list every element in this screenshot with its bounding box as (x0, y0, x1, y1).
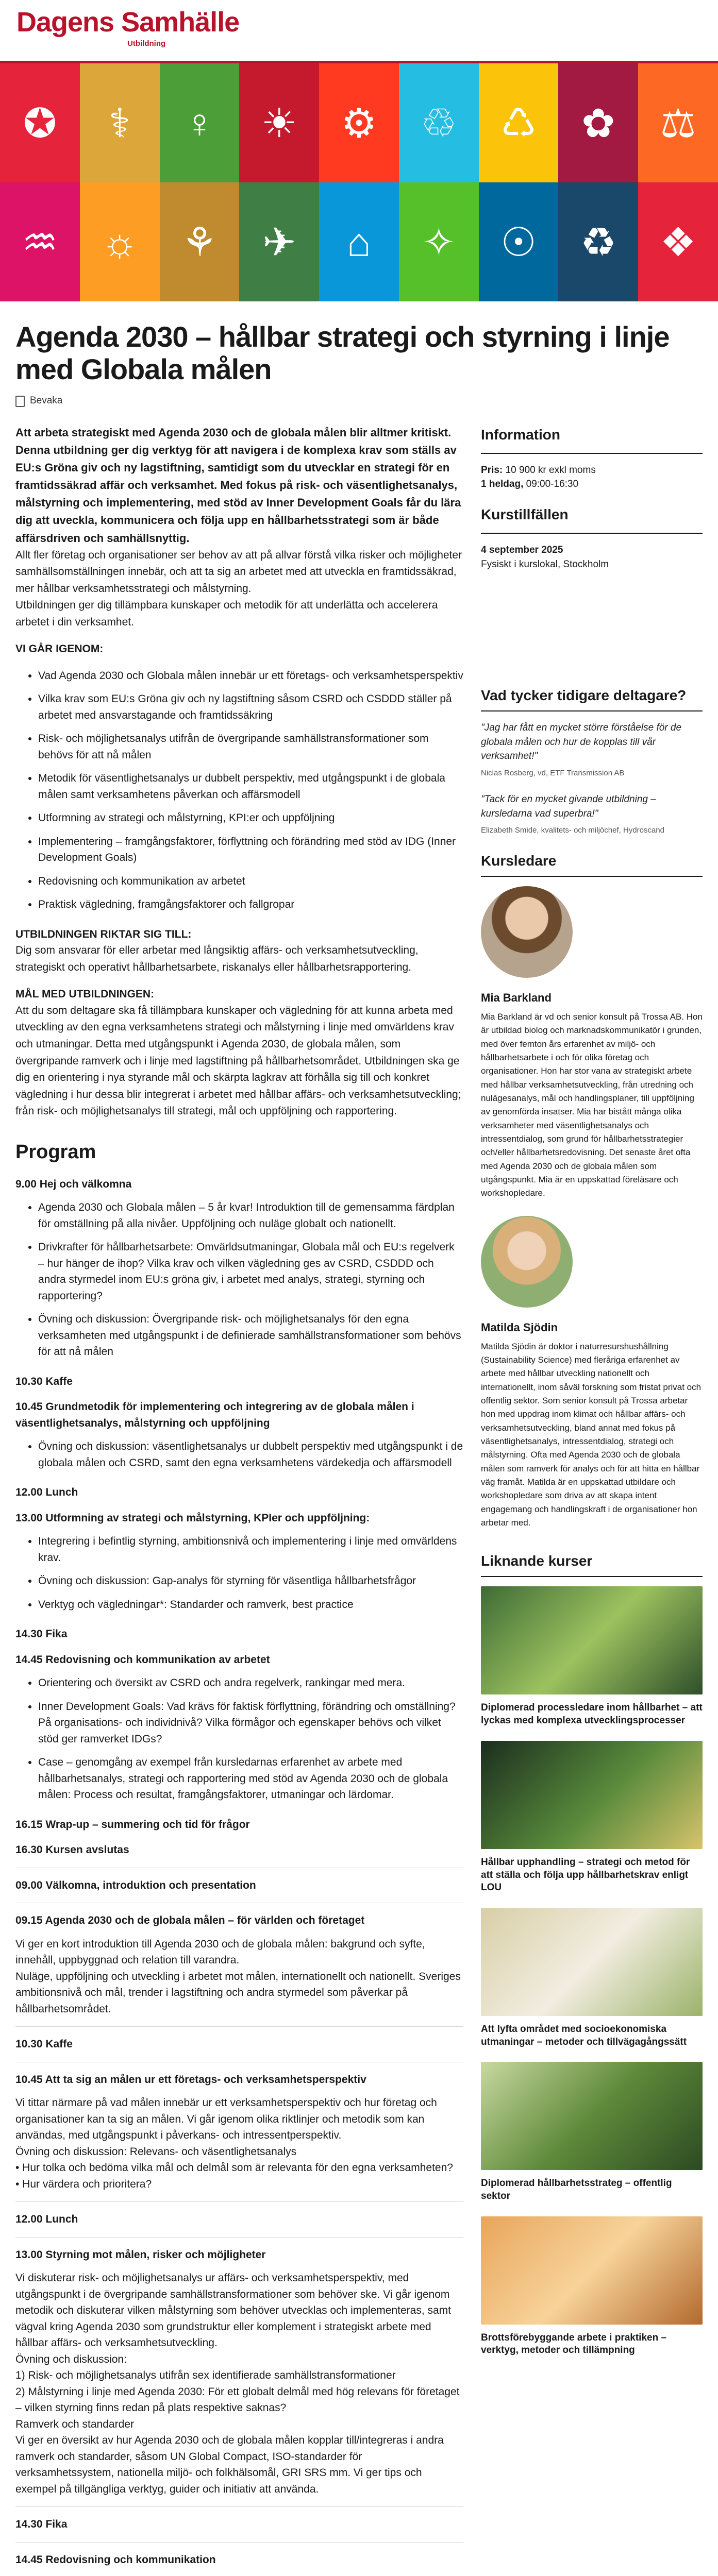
price-label: Pris: (481, 464, 503, 476)
course-title[interactable]: Hållbar upphandling – strategi och metod för att ställa och följa upp hållbarhetskrav enligt LOU (481, 1856, 690, 1893)
list-item: • Redovisning och kommunikation av arbetet (38, 873, 463, 890)
reviews-list (481, 721, 703, 837)
course-image[interactable] (481, 1741, 703, 1849)
course-image[interactable] (481, 1908, 703, 2016)
sdg-tile-icon: ✈ (239, 182, 319, 301)
duration-line (481, 477, 703, 492)
list-item: • Vad Agenda 2030 och Globala målen innebär ur ett företags- och verksamhetsperspektiv (38, 668, 463, 684)
list-item: • Verktyg och vägledningar*: Standarder och ramverk, best practice (38, 1597, 463, 1613)
program-time: 10.30 Kaffe (15, 1375, 73, 1387)
program-time: 9.00 Hej och välkomna (15, 1178, 132, 1190)
info-heading: Information (481, 426, 560, 443)
course-card[interactable] (481, 1586, 703, 1727)
sidebar (481, 424, 703, 2576)
program-time: 13.00 Styrning mot målen, risker och möjligheter (15, 2248, 266, 2261)
speaker-photo (481, 1216, 573, 1308)
duration-value: 09:00-16:30 (526, 479, 579, 490)
divider (15, 2542, 463, 2543)
list-item: • Praktisk vägledning, framgångsfaktorer och fallgropar (38, 896, 463, 913)
list-item: • Implementering – framgångsfaktorer, förflyttning och förändring med stöd av IDG (Inner Development Goals) (38, 834, 463, 866)
course-format: Fysiskt i kurslokal, Stockholm (481, 558, 609, 570)
program-time: 16.30 Kursen avslutas (15, 1844, 129, 1856)
course-image[interactable] (481, 1586, 703, 1694)
lead-text: Att arbeta strategiskt med Agenda 2030 och de globala målen blir alltmer kritiskt. Denna utbildning ger dig verktyg för att navigera i de komplexa krav som ställs av EU:s Gröna giv och ny lagstiftning, samtidigt som du utvecklar en strategi för en framtidssäkrad affär och verksamhet. Med fokus på risk- och väsentlighetsanalys, målstyrning och implementering, med stöd av Inner Development Goals får du lära dig att uveckla, kommunicera och följa upp en hållbarhetsstrategi som är både affärsdriven och samhällsnyttig. (15, 426, 461, 545)
list-item: • Case – genomgång av exempel från kursledarnas erfarenhet av arbete med hållbarhetsanalys, strategi och rapportering med stöd av Agenda 2030 och de globala målen: Process och resultat, framgångsfaktorer, utmaningar och lärdomar. (38, 1754, 463, 1803)
course-card[interactable] (481, 2062, 703, 2202)
review-quote: "Jag har fått en mycket större förståelse för de globala målen och hur de kopplas till vår verksamhet!" (481, 722, 682, 762)
divider (15, 2026, 463, 2027)
sdg-tile-icon: ✧ (399, 182, 479, 301)
intro-paragraph-2: Utbildningen ger dig tillämpbara kunskaper och metodik för att underlätta och accelerera arbetet i din verksamhet. (15, 599, 438, 628)
target-text: Dig som ansvarar för eller arbetar med långsiktig affärs- och verksamhetsutveckling, strategiskt och operativt hållbarhetsarbete, riskanalys eller hållbarhetsrapportering. (15, 944, 419, 973)
goal-heading: MÅL MED UTBILDNINGEN: (15, 988, 155, 1001)
list-item: • Metodik för väsentlighetsanalys ur dubbelt perspektiv, med utgångspunkt i de globala målen samt verksamhetens påverkan och affärsmodell (38, 770, 463, 803)
course-title[interactable]: Brottsförebyggande arbete i praktiken – verktyg, metoder och tillämpning (481, 2332, 667, 2356)
list-item: • Risk- och möjlighetsanalys utifrån de övergripande samhällstransformationer som behövs för att nå målen (38, 731, 463, 763)
sdg-tile-icon: ☼ (80, 182, 160, 301)
intro-paragraph-1: Allt fler företag och organisationer ser behov av att på allvar förstå vilka risker och möjligheter samhällsomställningen innebär, och att ta sig an arbetet med att utveckla en framtidssäkrad, mer hållbar verksamhetsstrategi och målstyrning. (15, 549, 462, 595)
learn-list (38, 668, 463, 913)
rule (481, 533, 703, 534)
course-date[interactable]: 4 september 2025 (481, 545, 563, 556)
program-time: 12.00 Lunch (15, 2213, 78, 2226)
program-day-2 (15, 1877, 463, 2576)
review-author: Elizabeth Smide, kvalitets- och miljöchef, Hydroscand (481, 826, 664, 835)
list-item: • Inner Development Goals: Vad krävs för faktisk förflyttning, förändring och omställning? På organisations- och individnivå? Vilka förmågor och egenskaper behövs och vilket stöd ger ramverket IDGs? (38, 1699, 463, 1748)
price-value: 10 900 kr exkl moms (505, 464, 596, 476)
list-item: • Drivkrafter för hållbarhetsarbete: Omvärldsutmaningar, Globala mål och EU:s regelverk – hur hänger de ihop? Vilka krav och vilken vägledning ges av CSRD, CSDDD och andra styrmedel inom EU:s gröna giv, i arbetet med analys, strategi, styrning och rapportering? (38, 1239, 463, 1304)
sdg-tile-icon: ⚖ (638, 63, 718, 182)
sdg-tile-icon: ☀ (239, 63, 319, 182)
course-image[interactable] (481, 2062, 703, 2170)
program-bullets (38, 1438, 463, 1471)
program-bullets (38, 1533, 463, 1613)
reviews-heading: Vad tycker tidigare deltagare? (481, 687, 687, 704)
program-text: Vi ger en kort introduktion till Agenda 2030 och de globala målen: bakgrund och syfte, innehåll, uppbyggnad och relation till varandra. Nuläge, uppföljning och utveckling i arbetet mot målen, internationellt och nationellt. Sveriges ambitionsnivå och mål, trender i lagstiftning och andra styrmedel som påverkar på hållbarhetsområdet. (15, 1938, 461, 2015)
courses-heading: Liknande kurser (481, 1553, 593, 1569)
divider (15, 2237, 463, 2238)
rule (481, 1576, 703, 1577)
program-heading: Program (15, 1141, 96, 1163)
list-item: • Vilka krav som EU:s Gröna giv och ny lagstiftning såsom CSRD och CSDDD ställer på arbetet med ansvarstagande och framtidssäkring (38, 691, 463, 723)
sdg-tile-icon: ♻ (558, 182, 638, 301)
speaker-bio: Matilda Sjödin är doktor i naturresurshushållning (Sustainability Science) med fleråriga erfarenhet av arbete med hållbar utveckling nationellt och internationellt, inom såväl forskning som fristat privat och offentlig sektor. Som senior konsult på Trossa arbetar hon med uppdrag inom klimat och hållbar affärs- och verksamhetsutveckling, bland annat med fokus på väsentlighetsanalys, intressentdialog, strategi och målstyrning. Ofta med Agenda 2030 och de globala målen som ramverk för analys och för att hitta en hållbar väg framåt. Matilda är en uppskattad utbildare och workshopledare som driva av att skapa intent engagemang och handlingskraft i de organisationer hon arbetar med. (481, 1341, 702, 1528)
info-box (481, 424, 703, 571)
program-bullets (38, 1675, 463, 1803)
learn-heading: VI GÅR IGENOM: (15, 643, 104, 655)
courses-list (481, 1586, 703, 2357)
duration-label: 1 heldag, (481, 479, 524, 490)
list-item: • Orientering och översikt av CSRD och andra regelverk, rankingar med mera. (38, 1675, 463, 1691)
sdg-tile-icon: ✪ (0, 63, 80, 182)
program-time: 09.15 Agenda 2030 och de globala målen – för världen och företaget (15, 1914, 365, 1927)
course-image[interactable] (481, 2216, 703, 2325)
sdg-tile-icon: ❖ (638, 182, 718, 301)
program-time: 14.45 Redovisning och kommunikation (15, 2553, 216, 2566)
price-line (481, 463, 703, 478)
program-text: Vi tittar närmare på vad målen innebär ur ett verksamhetsperspektiv och hur företag och organisationer kan ta sig an målen. Vi går igenom olika riktlinjer och metodik som kan användas, med utgångspunkt i påverkans- och intressentperspektiv. Övning och diskussion: Relevans- och väsentlighetsanalys • Hur tolka och bedöma vilka mål och delmål som är relevanta för den egna verksamheten? • Hur värdera och prioritera? (15, 2097, 453, 2190)
sdg-tile-icon: ♒ (0, 182, 80, 301)
course-card[interactable] (481, 1741, 703, 1894)
page-title: Agenda 2030 – hållbar strategi och styrning i linje med Globala målen (15, 320, 670, 385)
program-time: 13.00 Utformning av strategi och målstyrning, KPIer och uppföljning: (15, 1512, 370, 1524)
speaker-name: Matilda Sjödin (481, 1320, 558, 1334)
sdg-tile-icon: ♲ (399, 63, 479, 182)
list-item: • Utformning av strategi och målstyrning, KPI:er och uppföljning (38, 810, 463, 826)
speaker-name: Mia Barkland (481, 991, 552, 1004)
main-content (15, 424, 463, 2576)
program-time: 10.45 Att ta sig an målen ur ett företags- och verksamhetsperspektiv (15, 2073, 366, 2086)
hero-sdg-grid (0, 63, 718, 301)
course-title[interactable]: Diplomerad hållbarhetsstrateg – offentlig sektor (481, 2178, 672, 2201)
review-author: Niclas Rosberg, vd, ETF Transmission AB (481, 768, 625, 777)
program-time: 14.30 Fika (15, 2518, 68, 2531)
program-time: 16.15 Wrap-up – summering och tid för frågor (15, 1818, 250, 1831)
bookmark-label: Bevaka (30, 395, 63, 406)
site-logo-sub: Utbildning (127, 39, 166, 48)
divider (15, 2201, 463, 2202)
sdg-tile-icon: ♀ (160, 63, 240, 182)
list-item: • Integrering i befintlig styrning, ambitionsnivå och implementering i linje med omvärldens krav. (38, 1533, 463, 1566)
program-time: 10.45 Grundmetodik för implementering och integrering av de globala målen i väsentlighetsanalys, målstyrning och uppföljning (15, 1401, 414, 1429)
sdg-tile-icon: ⚘ (160, 182, 240, 301)
rule (481, 453, 703, 454)
goal-text: Att du som deltagare ska få tillämpbara kunskaper och vägledning för att kunna arbeta med utveckling av den egna verksamhetens strategi och målstyrning i linje med omvärldens krav och utmaningar. Detta med utgångspunkt i Agenda 2030, de globala målen, som övergripande ramverk och i linje med lagstiftning på hållbarhetsområdet. Utbildningen ska ge dig en orientering i nya styrande mål och skärpta lagkrav att förhålla sig till och konkret vägledning i hur dessa blir integrerat i arbetet med hållbar affärs- och verksamhetsutveckling; från risk- och möjlighetsanalys till strategi, mål och uppföljning och rapportering. (15, 1004, 461, 1117)
speaker-bio: Mia Barkland är vd och senior konsult på Trossa AB. Hon är utbildad biolog och marknadskommunikatör i grunden, med över femton års erfarenhet av miljö- och hållbarhetsarbete i och för olika företag och organisationer. Hon har stor vana av strategiskt arbete med hållbar verksamhetsutveckling, från utredning och nulägesanalys, mål och handlingsplaner, till uppföljning av genomförda insatser. Mia har bistått många olika verksamheter med väsentlighetsanalys och intressentdialog, som grund för hållbarhetsstrategier och/eller hållbarhetsredovisning. Det senaste året ofta med Agenda 2030 och de globala målen som utgångspunkt. Mia är en uppskattad föreläsare och workshopledare. (481, 1011, 703, 1198)
site-logo[interactable]: Dagens Samhälle (16, 7, 240, 38)
program-bullets (38, 1199, 463, 1360)
speakers-heading: Kursledare (481, 852, 557, 869)
list-item: • Agenda 2030 och Globala målen – 5 år kvar! Introduktion till de gemensamma färdplan för omställning på alla nivåer. Uppföljning och nuläge globalt och nationellt. (38, 1199, 463, 1232)
sdg-tile-icon: ☉ (479, 182, 559, 301)
bookmark-icon (15, 396, 25, 407)
sdg-tile-icon: ✿ (558, 63, 638, 182)
program-time: 12.00 Lunch (15, 1486, 78, 1499)
course-title[interactable]: Diplomerad processledare inom hållbarhet – att lyckas med komplexa utvecklingsprocesser (481, 1702, 703, 1726)
rule (481, 710, 703, 711)
program-text: Vi diskuterar risk- och möjlighetsanalys ur affärs- och verksamhetsperspektiv, med utgångspunkt i de övergripande samhällstransformationer som behöver ske. Vi går igenom metodik och diskuterar vilken målstyrning som behöver utvecklas och implementeras, samt vägval kring Agenda 2030 som grundstruktur eller komplement i strategiskt arbete med hållbar affärs- och verksamhetsutveckling. Övning och diskussion: 1) Risk- och möjlighetsanalys utifrån sex identifierade samhällstransformationer 2) Målstyrning i linje med Agenda 2030: För ett globalt delmål med hög relevans för företaget – vilken styrning finns redan på plats respektive saknas? Ramverk och standarder Vi ger en översikt av hur Agenda 2030 och de globala målen kopplar till/integreras i andra ramverk och standarder, såsom UN Global Compact, ISO-standarder för verksamhetssystem, nationella miljö- och folkhälsomål, GRI SRS mm. Vi ger tips och exempel på tillgängliga verktyg, guider och initiativ att använda. (15, 2272, 460, 2495)
program-day-1 (15, 1176, 463, 1858)
program-time: 10.30 Kaffe (15, 2038, 73, 2050)
sdg-tile-icon: ⌂ (319, 182, 399, 301)
program-time: 09.00 Välkomna, introduktion och presentation (15, 1879, 256, 1891)
site-header (0, 0, 718, 63)
sdg-tile-icon: ♺ (479, 63, 559, 182)
program-time: 14.45 Redovisning och kommunikation av arbetet (15, 1653, 270, 1666)
course-card[interactable] (481, 1908, 703, 2048)
list-item: • Övning och diskussion: Övergripande risk- och möjlighetsanalys för den egna verksamheten med utgångspunkt i de definierade samhällstransformationer som behövs för att nå målen (38, 1311, 463, 1360)
course-card[interactable] (481, 2216, 703, 2357)
list-item: • Övning och diskussion: väsentlighetsanalys ur dubbelt perspektiv med utgångspunkt i de globala målen och CSRD, samt den egna verksamhetens värdekedja och affärsmodell (38, 1438, 463, 1471)
sdg-tile-icon: ⚙ (319, 63, 399, 182)
course-title[interactable]: Att lyfta området med socioekonomiska utmaningar – metoder och tillvägagångssätt (481, 2023, 687, 2047)
divider (15, 2506, 463, 2507)
sdg-tile-icon: ⚕ (80, 63, 160, 182)
speakers-list (481, 886, 703, 1530)
list-item: • Övning och diskussion: Gap-analys för styrning för väsentliga hållbarhetsfrågor (38, 1573, 463, 1589)
program-time: 14.30 Fika (15, 1628, 68, 1640)
review-quote: "Tack för en mycket givande utbildning – kursledarna vad superbra!" (481, 794, 656, 819)
bookmark-button[interactable] (15, 394, 703, 409)
dates-heading: Kurstillfällen (481, 506, 569, 523)
rule (481, 876, 703, 877)
speaker-photo (481, 886, 573, 978)
target-heading: UTBILDNINGEN RIKTAR SIG TILL: (15, 928, 192, 940)
